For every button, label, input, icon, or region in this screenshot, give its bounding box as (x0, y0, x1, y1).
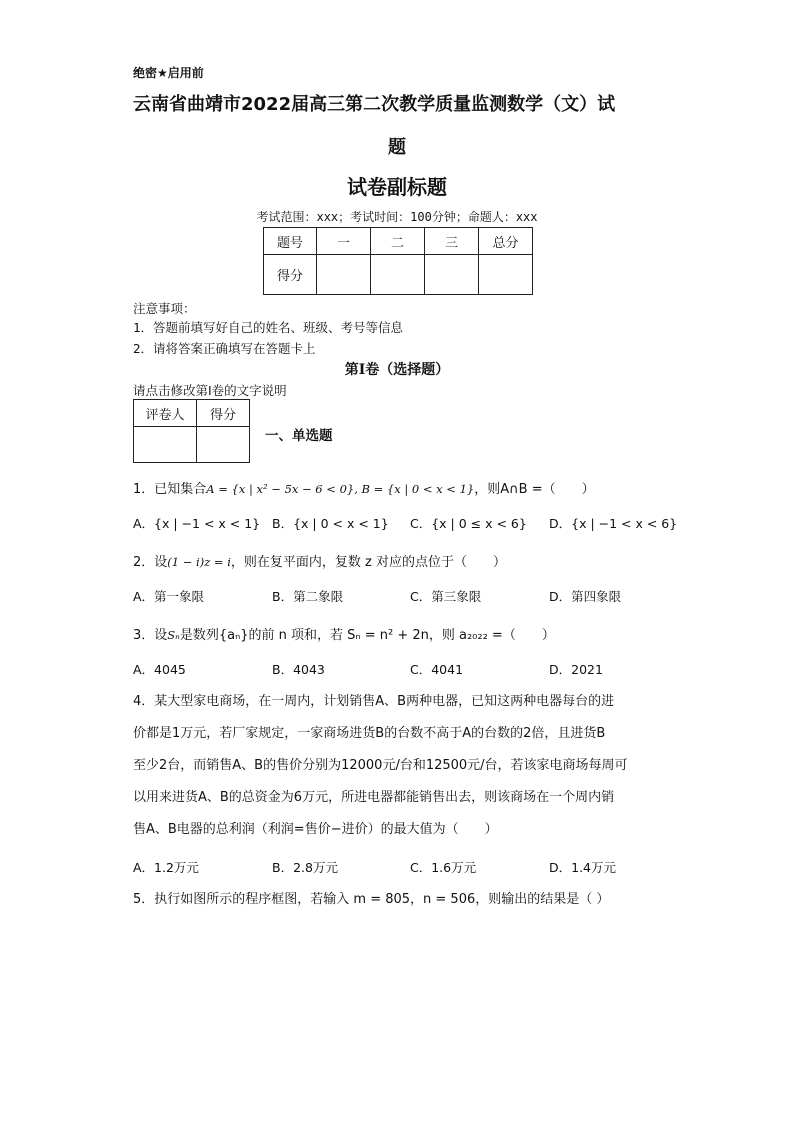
grader-table (133, 399, 250, 463)
score-header-cell: 三 (425, 228, 479, 255)
question-math: Sₙ (167, 628, 180, 642)
notes-item: 1．答题前填写好自己的姓名、班级、考号等信息 (133, 320, 404, 335)
score-cell[interactable] (371, 255, 425, 295)
grader-cell[interactable] (197, 427, 250, 463)
question-2 (133, 551, 506, 570)
question-3 (133, 624, 555, 643)
question-4-line: 以用来进货A、B的总资金为6万元，所进电器都能销售出去，则该商场在一个周内销 (133, 790, 615, 805)
score-header-cell: 总分 (479, 228, 533, 255)
option-a[interactable]: A．第一象限 (133, 589, 205, 604)
option-c[interactable]: C．1.6万元 (410, 860, 477, 875)
question-4-line: 售A、B电器的总利润（利润=售价−进价）的最大值为（ ） (133, 822, 498, 837)
exam-subtitle: 试卷副标题 (347, 175, 447, 199)
option-b[interactable]: B．4043 (272, 662, 325, 677)
confidential-label: 绝密★启用前 (133, 66, 204, 80)
question-stem-prefix: 1．已知集合 (133, 482, 207, 497)
question-4-line: 价都是1万元，若厂家规定，一家商场进货B的台数不高于A的台数的2倍，且进货B (133, 726, 606, 741)
option-d[interactable]: D．1.4万元 (549, 860, 617, 875)
question-stem-prefix: 3．设 (133, 628, 168, 643)
question-5: 5．执行如图所示的程序框图，若输入 m = 805，n = 506，则输出的结果是（ ） (133, 892, 610, 907)
question-math: (1 − i)z = i (167, 555, 231, 569)
question-4-line: 4．某大型家电商场，在一周内，计划销售A、B两种电器，已知这两种电器每台的进 (133, 694, 615, 709)
notes-item: 2．请将答案正确填写在答题卡上 (133, 341, 316, 356)
question-stem-prefix: 2．设 (133, 555, 168, 570)
part-title: 第Ⅰ卷（选择题） (344, 362, 450, 378)
score-cell[interactable] (425, 255, 479, 295)
option-a[interactable]: A．4045 (133, 662, 186, 677)
option-d[interactable]: D．第四象限 (549, 589, 622, 604)
score-cell[interactable] (479, 255, 533, 295)
option-d[interactable]: D．2021 (549, 662, 603, 677)
score-header-cell: 一 (317, 228, 371, 255)
grader-header-cell: 评卷人 (134, 400, 197, 427)
question-stem-suffix: ，则在复平面内，复数 z 对应的点位于（ ） (230, 555, 506, 570)
option-a[interactable]: A．1.2万元 (133, 860, 199, 875)
option-b[interactable]: B．第二象限 (272, 589, 344, 604)
score-table (263, 227, 533, 295)
part-hint: 请点击修改第Ⅰ卷的文字说明 (133, 383, 287, 398)
option-b[interactable]: B．{x | 0 < x < 1} (272, 516, 389, 531)
score-header-cell: 二 (371, 228, 425, 255)
grader-cell[interactable] (134, 427, 197, 463)
exam-title-line1: 云南省曲靖市2022届高三第二次教学质量监测数学（文）试 (133, 94, 616, 115)
score-cell[interactable] (317, 255, 371, 295)
option-c[interactable]: C．第三象限 (410, 589, 482, 604)
question-stem-suffix: 是数列{aₙ}的前 n 项和，若 Sₙ = n² + 2n，则 a₂₀₂₂ =（ ） (179, 628, 555, 643)
notes-title: 注意事项： (133, 301, 196, 316)
option-c[interactable]: C．{x | 0 ≤ x < 6} (410, 516, 527, 531)
exam-title-line2: 题 (388, 137, 406, 158)
option-a[interactable]: A．{x | −1 < x < 1} (133, 516, 261, 531)
question-4-line: 至少2台，而销售A、B的售价分别为12000元/台和12500元/台，若该家电商场每周可 (133, 758, 628, 773)
question-1 (133, 478, 595, 497)
score-header-cell: 题号 (264, 228, 317, 255)
question-math: A = {x | x² − 5x − 6 < 0}, B = {x | 0 < x < 1} (206, 482, 475, 496)
option-b[interactable]: B．2.8万元 (272, 860, 338, 875)
section-title: 一、单选题 (265, 428, 333, 444)
question-stem-suffix: ，则A∩B =（ ） (474, 482, 595, 497)
option-d[interactable]: D．{x | −1 < x < 6} (549, 516, 678, 531)
score-row-label: 得分 (264, 255, 317, 295)
option-c[interactable]: C．4041 (410, 662, 464, 677)
exam-info: 考试范围：xxx；考试时间：100分钟；命题人：xxx (256, 210, 538, 224)
grader-header-cell: 得分 (197, 400, 250, 427)
